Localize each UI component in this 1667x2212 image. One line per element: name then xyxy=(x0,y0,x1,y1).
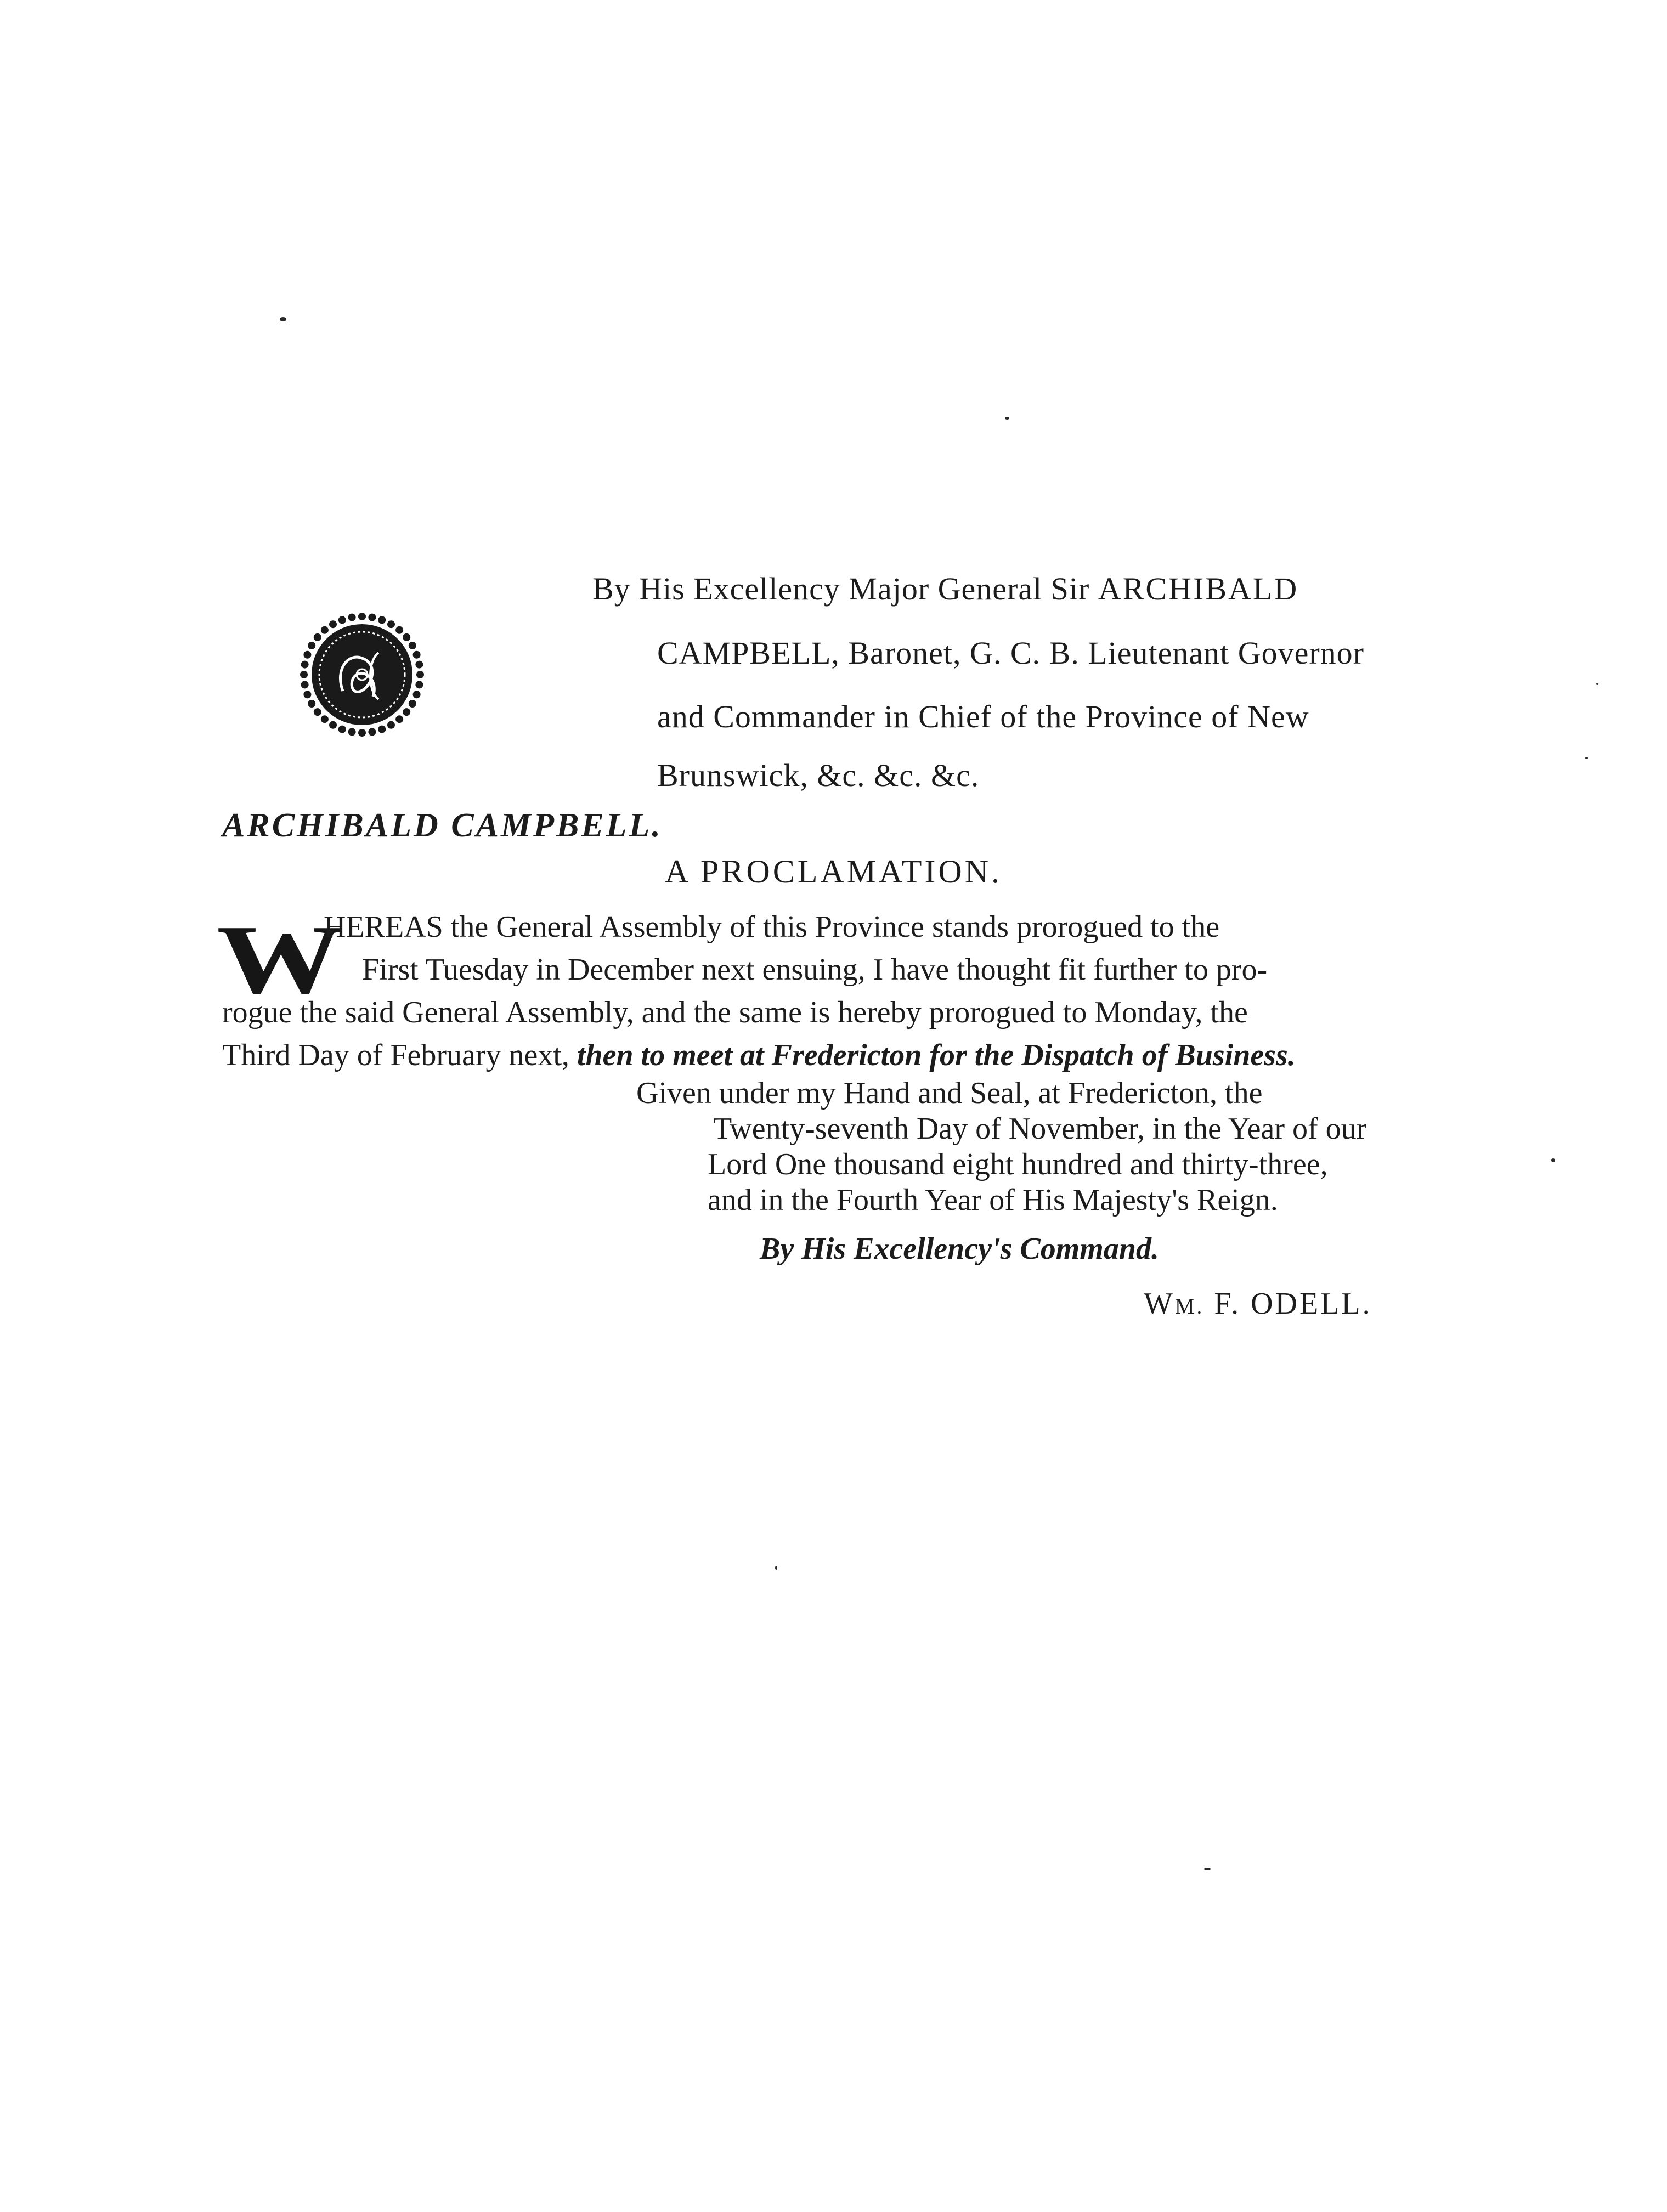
secretary-signature xyxy=(1144,1286,1372,1321)
given-line-2: Twenty-seventh Day of November, in the Year of our xyxy=(713,1112,1367,1146)
body-line-2: First Tuesday in December next ensuing, I have thought fit further to pro- xyxy=(362,953,1268,987)
heading-line-1-text: By His Excellency Major General Sir xyxy=(592,571,1090,607)
signature-archibald-campbell: ARCHIBALD CAMPBELL. xyxy=(222,807,663,844)
body-line-4 xyxy=(222,1040,1296,1071)
scan-speck xyxy=(1585,757,1588,759)
heading-line-1 xyxy=(592,573,1298,605)
secretary-first-letter: W xyxy=(1144,1287,1175,1321)
heading-line-4: Brunswick, &c. &c. &c. xyxy=(657,757,980,793)
scan-speck xyxy=(775,1566,777,1570)
secretary-name: F. ODELL. xyxy=(1214,1287,1372,1321)
heading-line-3: and Commander in Chief of the Province of New xyxy=(657,699,1309,734)
body-line-3: rogue the said General Assembly, and the same is hereby prorogued to Monday, the xyxy=(222,995,1248,1029)
given-line-4: and in the Fourth Year of His Majesty's Reign. xyxy=(708,1183,1278,1217)
scan-speck xyxy=(1551,1158,1555,1162)
official-seal xyxy=(296,609,428,740)
heading-line-1-caps: ARCHIBALD xyxy=(1098,571,1299,607)
scan-speck xyxy=(1204,1868,1211,1870)
proclamation-title: A PROCLAMATION. xyxy=(665,853,1003,890)
secretary-abbrev: M. xyxy=(1174,1294,1205,1319)
drop-cap: W xyxy=(217,904,343,1014)
body-line-4-plain: Third Day of February next, xyxy=(222,1038,569,1072)
given-line-1: Given under my Hand and Seal, at Fredericton, the xyxy=(636,1076,1263,1110)
given-line-3: Lord One thousand eight hundred and thirty-three, xyxy=(708,1147,1328,1181)
body-line-1: HEREAS the General Assembly of this Province stands prorogued to the xyxy=(324,910,1220,944)
heading-line-2: CAMPBELL, Baronet, G. C. B. Lieutenant Governor xyxy=(657,635,1364,671)
scan-speck xyxy=(1005,417,1009,420)
body-line-4-italic: then to meet at Fredericton for the Dispatch of Business. xyxy=(577,1038,1296,1072)
scan-speck xyxy=(1596,683,1598,685)
command-line: By His Excellency's Command. xyxy=(760,1232,1159,1266)
scan-speck xyxy=(280,317,286,321)
